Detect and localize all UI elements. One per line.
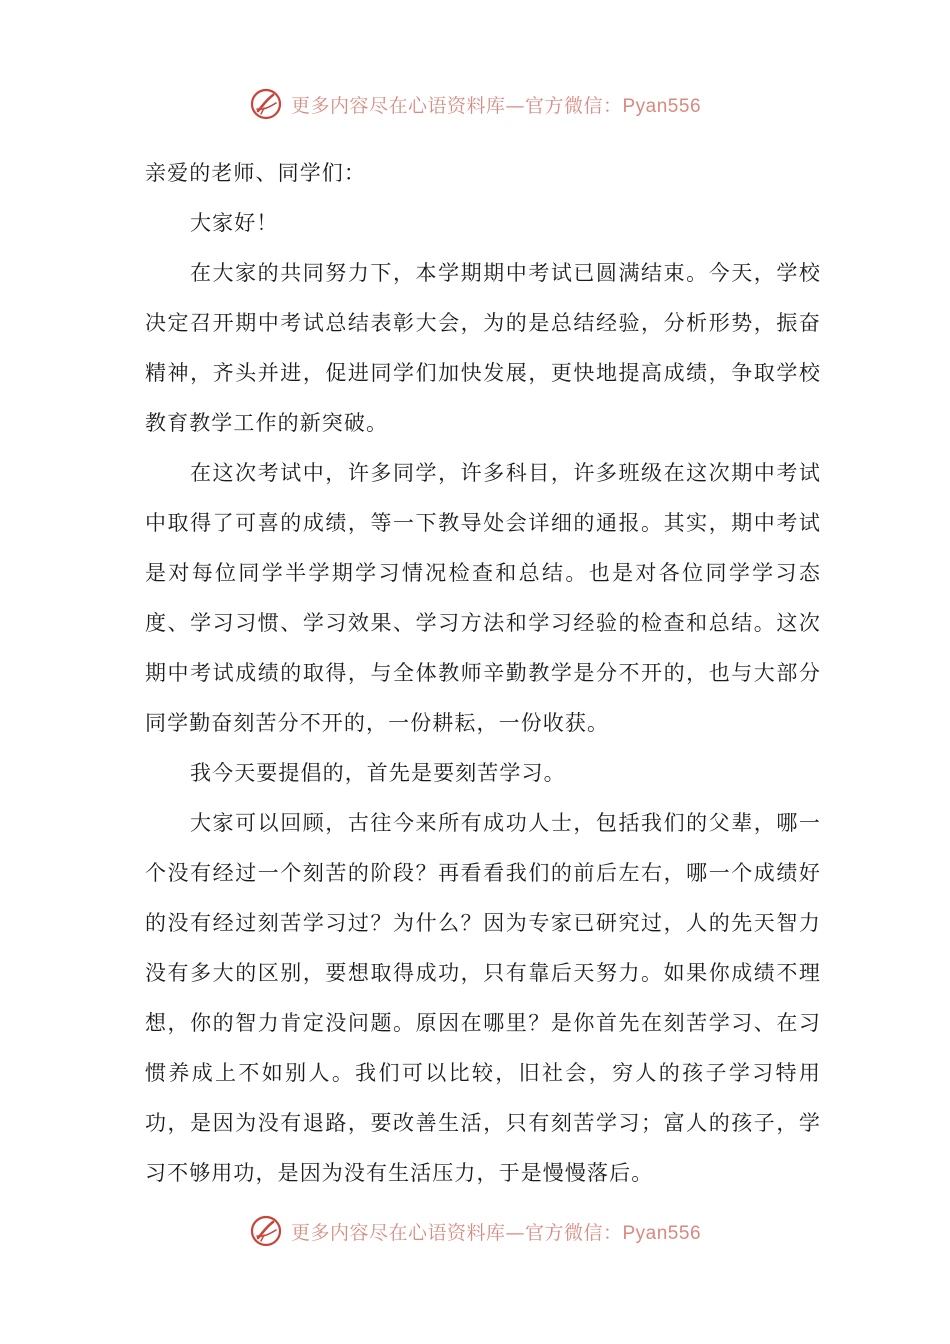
- watermark-text: [291, 1218, 701, 1245]
- salutation: 亲爱的老师、同学们：: [145, 161, 366, 185]
- watermark-handle: Pyan556: [622, 95, 702, 117]
- paragraph: 在大家的共同努力下，本学期期中考试已圆满结束。今天，学校决定召开期中考试总结表彰大会，为的是总结经验，分析形势，振奋精神，齐头并进，促进同学们加快发展，更快地提高成绩，争取学校教育教学工作的新突破。: [145, 261, 821, 435]
- pen-signature-logo-icon: [249, 1214, 283, 1248]
- greeting: 大家好！: [190, 211, 279, 235]
- footer-watermark: [0, 1211, 950, 1251]
- pen-signature-logo-icon: [249, 87, 283, 121]
- document-body: [145, 148, 821, 1198]
- paragraph: 我今天要提倡的，首先是要刻苦学习。: [190, 761, 566, 785]
- watermark-label: 更多内容尽在心语资料库—官方微信：: [290, 1221, 623, 1244]
- watermark-label: 更多内容尽在心语资料库—官方微信：: [290, 94, 623, 117]
- paragraph: 在这次考试中，许多同学，许多科目，许多班级在这次期中考试中取得了可喜的成绩，等一下教导处会详细的通报。其实，期中考试是对每位同学半学期学习情况检查和总结。也是对各位同学学习态度、学习习惯、学习效果、学习方法和学习经验的检查和总结。这次期中考试成绩的取得，与全体教师辛勤教学是分不开的，也与大部分同学勤奋刻苦分不开的，一份耕耘，一份收获。: [145, 461, 821, 735]
- paragraph: 大家可以回顾，古往今来所有成功人士，包括我们的父辈，哪一个没有经过一个刻苦的阶段？再看看我们的前后左右，哪一个成绩好的没有经过刻苦学习过？为什么？因为专家已研究过，人的先天智力没有多大的区别，要想取得成功，只有靠后天努力。如果你成绩不理想，你的智力肯定没问题。原因在哪里？是你首先在刻苦学习、在习惯养成上不如别人。我们可以比较，旧社会，穷人的孩子学习特用功，是因为没有退路，要改善生活，只有刻苦学习；富人的孩子，学习不够用功，是因为没有生活压力，于是慢慢落后。: [145, 811, 821, 1185]
- watermark-handle: Pyan556: [622, 1222, 702, 1244]
- watermark-text: [291, 91, 701, 118]
- header-watermark: [0, 84, 950, 124]
